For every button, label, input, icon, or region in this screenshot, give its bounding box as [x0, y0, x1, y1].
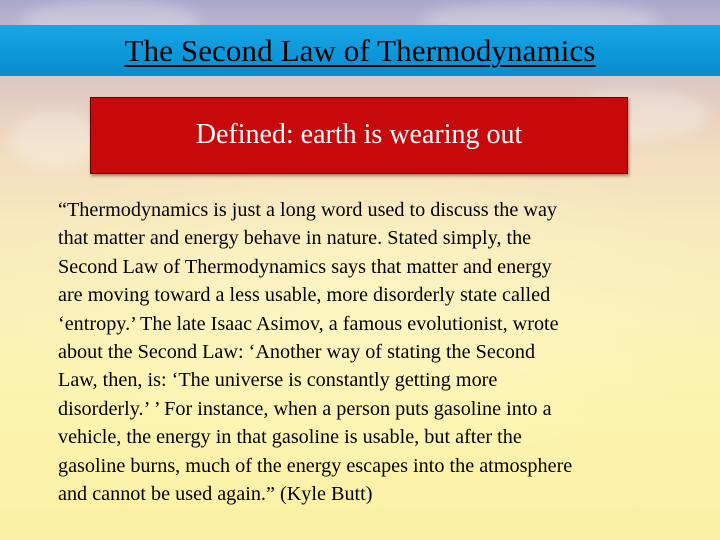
quote-line: disorderly.’ ’ For instance, when a person puts gasoline into a [58, 397, 552, 420]
quote-line: are moving toward a less usable, more disorderly state called [58, 284, 551, 307]
definition-text: Defined: earth is wearing out [195, 118, 523, 150]
quote-line: vehicle, the energy in that gasoline is usable, but after the [58, 426, 522, 449]
cloud-decoration [10, 110, 100, 170]
slide-title: The Second Law of Thermodynamics [124, 32, 596, 68]
quote-line: gasoline burns, much of the energy escapes into the atmosphere [58, 454, 573, 477]
title-bar [0, 25, 720, 76]
definition-box [90, 97, 628, 174]
quote-line: ‘entropy.’ The late Isaac Asimov, a famous evolutionist, wrote [58, 312, 559, 335]
quote-line: “Thermodynamics is just a long word used to discuss the way [58, 199, 557, 221]
quote-paragraph [58, 196, 678, 508]
quote-line: that matter and energy behave in nature. Stated simply, the [58, 227, 532, 250]
quote-line: about the Second Law: ‘Another way of stating the Second [58, 341, 536, 364]
quote-line: Law, then, is: ‘The universe is constantly getting more [58, 369, 498, 392]
quote-line: Second Law of Thermodynamics says that matter and energy [58, 255, 552, 278]
quote-line: and cannot be used again.” (Kyle Butt) [58, 483, 373, 506]
